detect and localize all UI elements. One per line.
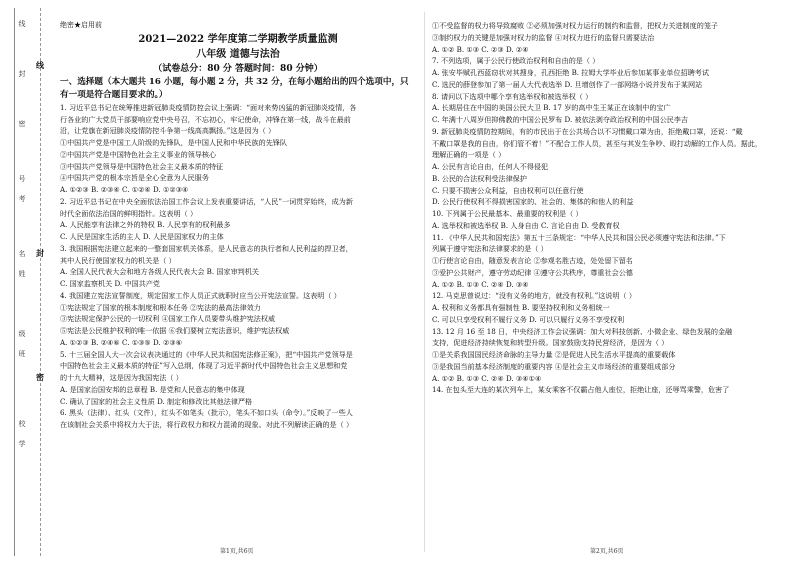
text-line: ③中国共产党领导是中国特色社会主义最本质的特征 (60, 161, 224, 171)
margin-mark-secret: 密 (36, 372, 44, 382)
text-line: ①不受监督的权力将导致腐败 ②必须加强对权力运行的制约和监督，把权力关进制度的笼子 (432, 21, 719, 30)
text-line: 其中人民行使国家权力的机关是（ ） (60, 255, 176, 265)
text-line: ⑤宪法是公民维护权利的唯一依据 ⑥我们要树立宪法意识，维护宪法权威 (60, 326, 290, 335)
text-line: A. ①② B. ①③ C. ②③ D. ②④ (432, 44, 529, 54)
text-line: 支持，促进经济持续恢复和转型升级。国家鼓励支持民营经济，是因为（ ） (432, 338, 669, 348)
text-line: C. 确认了国家的社会主义性质 D. 制定和修改比其他法律严格 (60, 396, 253, 406)
text-line: A. ①② B. ①③ C. ②④ D. ③④ (432, 279, 529, 289)
binding-margin (0, 0, 52, 561)
margin-line-inner (40, 8, 42, 556)
text-line: B. 公民的合法权利受法律保护 (432, 173, 527, 183)
text-line: A. 选举权和被选举权 B. 人身自由 C. 言论自由 D. 受教育权 (432, 220, 620, 230)
text-line: ②中国共产党是中国特色社会主义事业的领导核心 (60, 149, 217, 159)
margin-label: 名 (18, 250, 26, 257)
text-line: 在该制社会关系中将权力大于法，将行政权力和权力混淆的现象。对此不列解读正确的是（ ） (60, 420, 354, 429)
text-line: 14. 在包头至大连的某次列车上，某女乘客不仅霸占他人座位，拒绝让座，还辱骂乘警，危害了 (432, 385, 730, 395)
text-line: A. 是国家治国安邦的总章程 B. 是党和人民意志的集中体现 (60, 384, 245, 394)
text-line: 理解正确的一项是（ ） (432, 150, 506, 160)
text-line: 不戴口罩是我的自由，你们管不着！”不配合工作人员，甚至与其发生争吵、殴打动解的工作人员。据此， (432, 138, 762, 148)
text-line: 6. 黑头（法律）、红头（文件），红头不如笔头（批示），笔头不如口头（命令）。”反映了一些人 (60, 408, 353, 418)
text-line: C. 选民的薛登参加了第一届人大代表选举 D. 旦增创作了一部网络小说并发布于某网站 (432, 79, 703, 89)
text-line: C. 只要不损害公众利益，自由权利可以任意行使 (432, 185, 584, 195)
page-divider (424, 12, 425, 552)
text-line: 1. 习近平总书记在统筹推进新冠肺炎疫情防控会议上强调：“面对来势凶猛的新冠肺炎疫情，各 (60, 102, 357, 112)
text-line: 4. 我国建立宪法宣誓制度，规定国家工作人员正式就职时应当公开宪法宣誓。这表明（ ） (60, 290, 341, 300)
text-line: A. 张安毕赋孔西蓝窃状对其搜身，孔西拒绝 B. 拉姆大学毕业后参加某事业单位招聘考试 (432, 68, 709, 77)
page-footer-right: 第2页,共6页 (590, 548, 624, 555)
text-line: 列属于遵守宪法和法律要求的是（ ） (432, 244, 548, 254)
text-line: 5. 十三届全国人大一次会议表决通过的《中华人民共和国宪法修正案》，把“中国共产党领导是 (60, 349, 353, 359)
text-line: A. ①②③ B. ②④⑥ C. ①③⑤ D. ②③⑥ (60, 337, 183, 347)
margin-label: 级 (18, 330, 26, 337)
text-line: ④中国共产党的根本宗旨是全心全意为人民服务 (60, 173, 209, 183)
text-line: A. 长期居住在中国的美国公民大卫 B. 17 岁的高中生王某正在该制中的宝广 (432, 103, 671, 113)
margin-label: 班 (18, 350, 26, 357)
text-line: 的十九大精神，这是因为我国宪法（ ） (60, 373, 183, 382)
left-page (60, 20, 416, 431)
text-line: A. ①② B. ①③ C. ②④ D. ③④①④ (432, 373, 542, 383)
text-line: 10. 下列属于公民最基本、最重要的权利是（ ） (432, 209, 583, 218)
text-line: ③宪法规定保护公民的一切权利 ④国家工作人员要带头维护宪法权威 (60, 314, 276, 324)
margin-label: 号 (18, 175, 26, 182)
text-line: ③制约权力的关键是加强对权力的监督 ④对权力进行的监督只需要法治 (432, 32, 655, 42)
section-heading: 一、选择题（本大题共 16 小题，每小题 2 分，共 32 分，在每小题给出的四个选项中，只有一项是符合题目要求的。） (60, 76, 409, 100)
text-line: A. 人民能享有法律之外的特权 B. 人民享有的权利最多 (60, 220, 231, 230)
text-line: C. 人民是国家生活的主人 D. 人民是国家权力的主体 (60, 232, 224, 241)
text-line: 3. 我国根据宪法建立起来的一整套国家机关体系，是人民意志的执行者和人民利益的捍卫者， (60, 243, 353, 253)
text-line: ①是关系我国国民经济命脉的主导力量 ②是促进人民生活水平提高的重要载体 (432, 350, 676, 359)
text-line: ③爱护公共财产，遵守劳动纪律 ④遵守公共秩序，尊重社会公德 (432, 267, 633, 277)
text-line: C. 年满十八周岁但抑佛教的中国公民罗布 D. 被依法剥夺政治权利的中国公民李吉 (432, 115, 688, 124)
confidential-label: 绝密★启用前 (60, 21, 102, 29)
text-line: A. 全国人民代表大会和地方各级人民代表大会 B. 国家审判机关 (60, 267, 259, 277)
text-line: ①中国共产党是中国工人阶级的先锋队，是中国人民和中华民族的先锋队 (60, 138, 287, 147)
margin-mark-line: 线 (36, 60, 44, 70)
exam-title: 2021—2022 学年度第二学期教学质量监测 (138, 33, 338, 45)
text-line: A. 权利和义务都具有强制性 B. 要坚持权利和义务相统一 (432, 303, 610, 312)
margin-line-outer (14, 8, 15, 556)
margin-label: 考 (18, 195, 26, 202)
text-line: 中国特色社会主义最本质的特征”写入总纲，体现了习近平新时代中国特色社会主义思想和党 (60, 361, 348, 371)
margin-label: 线 (18, 20, 26, 27)
exam-subtitle: 八年级 道德与法治 (196, 48, 280, 60)
text-line: ①宪法规定了国家的根本制度和根本任务 ②宪法的最高法律效力 (60, 302, 261, 312)
page-footer-left: 第1页,共6页 (220, 548, 254, 555)
text-line: C. 可以只享受权利不履行义务 D. 可以只履行义务不享受权利 (432, 314, 625, 324)
text-line: 11. 《中华人民共和国宪法》第五十三条规定：“中华人民共和国公民必须遵守宪法和法律。”下 (432, 232, 726, 242)
text-line: C. 国家监察机关 D. 中国共产党 (60, 279, 160, 288)
exam-score-time: （试卷总分：80 分 答题时间：80 分钟） (153, 63, 323, 74)
text-line: 时代全面依法治国的鲜明指针。这表明（ ） (60, 208, 198, 218)
text-line: 9. 新冠肺炎疫情防控期间，有的市民出于在公共场合以不习惯戴口罩为由，拒绝戴口罩，还说：“戴 (432, 126, 743, 136)
margin-mark-seal: 封 (36, 248, 44, 258)
text-line: ①行使言论自由，随意发表言论 ②参观名胜古迹，处处留下留名 (432, 256, 633, 265)
text-line: 行各业的广大党员干部要响应党中央号召，不忘初心，牢记使命，冲锋在第一线，战斗在最前 (60, 114, 351, 124)
left-question-text (60, 102, 416, 431)
margin-label: 封 (18, 70, 26, 77)
text-line: 8. 请问以下选项中哪个享有选举权和被选举权（ ） (432, 91, 593, 101)
text-line: 7. 不列选项，属于公民行使政治权利和自由的是（ ） (432, 56, 600, 66)
margin-label: 姓 (18, 270, 26, 277)
text-line: A. 公民有言论自由，任何人不得侵犯 (432, 162, 549, 171)
right-question-text (432, 20, 784, 396)
right-page (432, 20, 784, 396)
text-line: ③是我国当前基本经济制度的重要内容 ④是社会主义市场经济的重要组成部分 (432, 361, 676, 371)
text-line: 12. 马克思曾说过：“没有义务的地方，就没有权利。”这说明（ ） (432, 291, 636, 301)
text-line: 2. 习近平总书记在中央全面依法治国工作会议上发表重要讲话，“人民”一词贯穿始终，成为新 (60, 196, 353, 206)
margin-label: 密 (18, 120, 26, 127)
margin-label: 学 (18, 440, 26, 447)
text-line: 13. 12 月 16 至 18 日，中央经济工作会议强调：加大对科技创新、小微企业、绿色发展的金融 (432, 326, 733, 336)
margin-label: 校 (18, 420, 26, 427)
text-line: 沿，让党旗在新冠肺炎疫情防控斗争第一线高高飘扬。”这是因为（ ） (60, 126, 276, 136)
text-line: D. 公民行使权利不得损害国家的、社会的、集体的和他人的利益 (432, 197, 634, 207)
text-line: A. ①②③ B. ②③④ C. ①②④ D. ①②③④ (60, 185, 189, 194)
